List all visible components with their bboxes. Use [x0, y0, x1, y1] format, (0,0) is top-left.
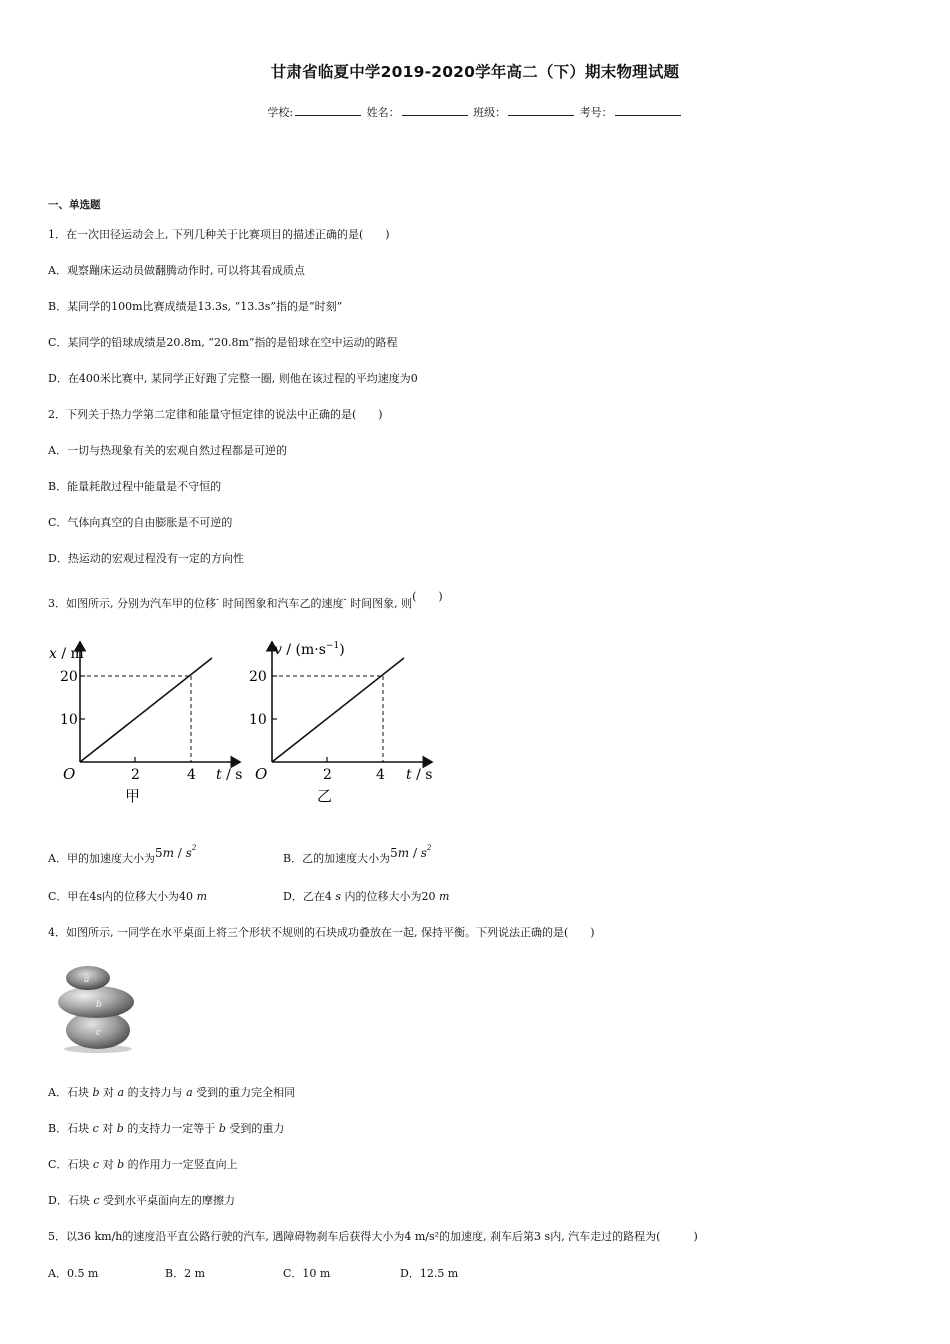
x-tick-label-4: 4 — [187, 767, 196, 783]
school-label: 学校: — [267, 106, 294, 119]
origin-label: O — [255, 765, 268, 783]
q3-option-b — [283, 846, 431, 866]
q1-option-c: C．某同学的铅球成绩是20.8m, “20.8m”指的是铅球在空中运动的路程 — [48, 336, 398, 349]
q3-option-c — [48, 890, 207, 904]
q3-paren: ( ) — [412, 590, 443, 603]
name-label: 姓名： — [366, 106, 400, 119]
y-tick-label-20: 20 — [60, 669, 78, 685]
q3-option-c-text: C．甲在4s内的位移大小为40 — [48, 890, 194, 903]
q3-stem — [48, 590, 443, 612]
q2-option-d: D．热运动的宏观过程没有一定的方向性 — [48, 552, 244, 565]
q4-option-a: A．石块 b 对 a 的支持力与 a 受到的重力完全相同 — [48, 1086, 296, 1099]
graph-jia — [44, 636, 249, 808]
y-tick-label-10: 10 — [249, 712, 267, 728]
page-title: 甘肃省临夏中学2019-2020学年高二（下）期末物理试题 — [270, 63, 680, 81]
q1-option-d: D．在400米比赛中, 某同学正好跑了完整一圈, 则他在该过程的平均速度为0 — [48, 372, 418, 385]
q2-stem: 2．下列关于热力学第二定律和能量守恒定律的说法中正确的是( ) — [48, 408, 383, 421]
q4-option-b: B．石块 c 对 b 的支持力一定等于 b 受到的重力 — [48, 1122, 285, 1135]
q3-option-a — [48, 846, 196, 866]
q4-option-d: D．石块 c 受到水平桌面向左的摩擦力 — [48, 1194, 235, 1207]
q3-option-d-var: s — [335, 890, 341, 903]
graph-caption: 甲 — [125, 787, 141, 805]
x-tick-label-4: 4 — [376, 767, 385, 783]
y-axis-label: x / m — [49, 646, 84, 662]
y-tick-label-10: 10 — [60, 712, 78, 728]
q3-stem-part2: 时间图象和汽车乙的速度 — [222, 597, 344, 610]
x-tick-label-2: 2 — [131, 767, 140, 783]
school-blank[interactable] — [295, 105, 361, 116]
q1-option-a: A．观察蹦床运动员做翻腾动作时, 可以将其看成质点 — [48, 264, 305, 277]
x-axis-label: t / s — [216, 767, 243, 783]
graph-yi — [236, 636, 441, 808]
q4-option-c: C．石块 c 对 b 的作用力一定竖直向上 — [48, 1158, 238, 1171]
q5-option-b: B．2 m — [165, 1267, 206, 1280]
name-blank[interactable] — [402, 105, 468, 116]
q3-option-d-text2: 内的位移大小为20 — [344, 890, 436, 903]
dash-mark: - — [343, 595, 347, 605]
exam-no-label: 考号： — [579, 106, 613, 119]
q3-option-d — [283, 890, 449, 904]
q2-option-c: C．气体向真空的自由膨胀是不可逆的 — [48, 516, 233, 529]
stacked-stones-image — [56, 962, 138, 1054]
q5-option-c: C．10 m — [283, 1267, 331, 1280]
origin-label: O — [63, 765, 76, 783]
exam-no-blank[interactable] — [615, 105, 681, 116]
x-tick-label-2: 2 — [323, 767, 332, 783]
stone-label-a: a — [84, 975, 90, 985]
q3-option-a-unit: $5m / s^2$ — [154, 844, 197, 860]
graph-caption: 乙 — [317, 787, 333, 805]
data-line — [272, 658, 404, 762]
q1-stem: 1．在一次田径运动会上, 下列几种关于比赛项目的描述正确的是( ) — [48, 228, 390, 241]
q3-stem-part1: 3．如图所示, 分别为汽车甲的位移 — [48, 597, 216, 610]
q2-option-a: A．一切与热现象有关的宏观自然过程都是可逆的 — [48, 444, 287, 457]
q1-option-b: B．某同学的100m比赛成绩是13.3s, “13.3s”指的是“时刻” — [48, 300, 343, 313]
stone-label-b: b — [96, 1000, 102, 1010]
q3-option-b-text: B．乙的加速度大小为 — [283, 852, 391, 865]
q5-option-d: D．12.5 m — [400, 1267, 459, 1280]
q3-stem-part3: 时间图象, 则 — [350, 597, 413, 610]
section-heading: 一、单选题 — [48, 199, 101, 211]
q5-option-a: A．0.5 m — [48, 1267, 99, 1280]
q3-option-b-unit: $5m / s^2$ — [390, 844, 432, 860]
class-blank[interactable] — [508, 105, 574, 116]
q3-option-d-unit: m — [438, 890, 450, 903]
q3-option-c-unit: m — [196, 890, 207, 903]
q3-option-d-text: D．乙在4 — [283, 890, 332, 903]
dash-mark: - — [216, 595, 220, 605]
q5-stem: 5．以36 km/h的速度沿平直公路行驶的汽车, 遇障碍物刹车后获得大小为4 m/s²的加速度, 刹车后第3 s内, 汽车走过的路程为( ) — [48, 1230, 698, 1243]
y-axis-label: $v / (m\cdot s^{-1})$ — [274, 641, 345, 658]
q4-stem: 4．如图所示, 一同学在水平桌面上将三个形状不规则的石块成功叠放在一起, 保持平衡。下列说法正确的是( ) — [48, 926, 595, 939]
q3-option-a-text: A．甲的加速度大小为 — [48, 852, 155, 865]
stone-label-c: c — [96, 1028, 102, 1038]
x-axis-label: t / s — [406, 767, 433, 783]
data-line — [80, 658, 212, 762]
q2-option-b: B．能量耗散过程中能量是不守恒的 — [48, 480, 222, 493]
y-tick-label-20: 20 — [249, 669, 267, 685]
class-label: 班级： — [473, 106, 507, 119]
student-info-line — [0, 104, 950, 120]
